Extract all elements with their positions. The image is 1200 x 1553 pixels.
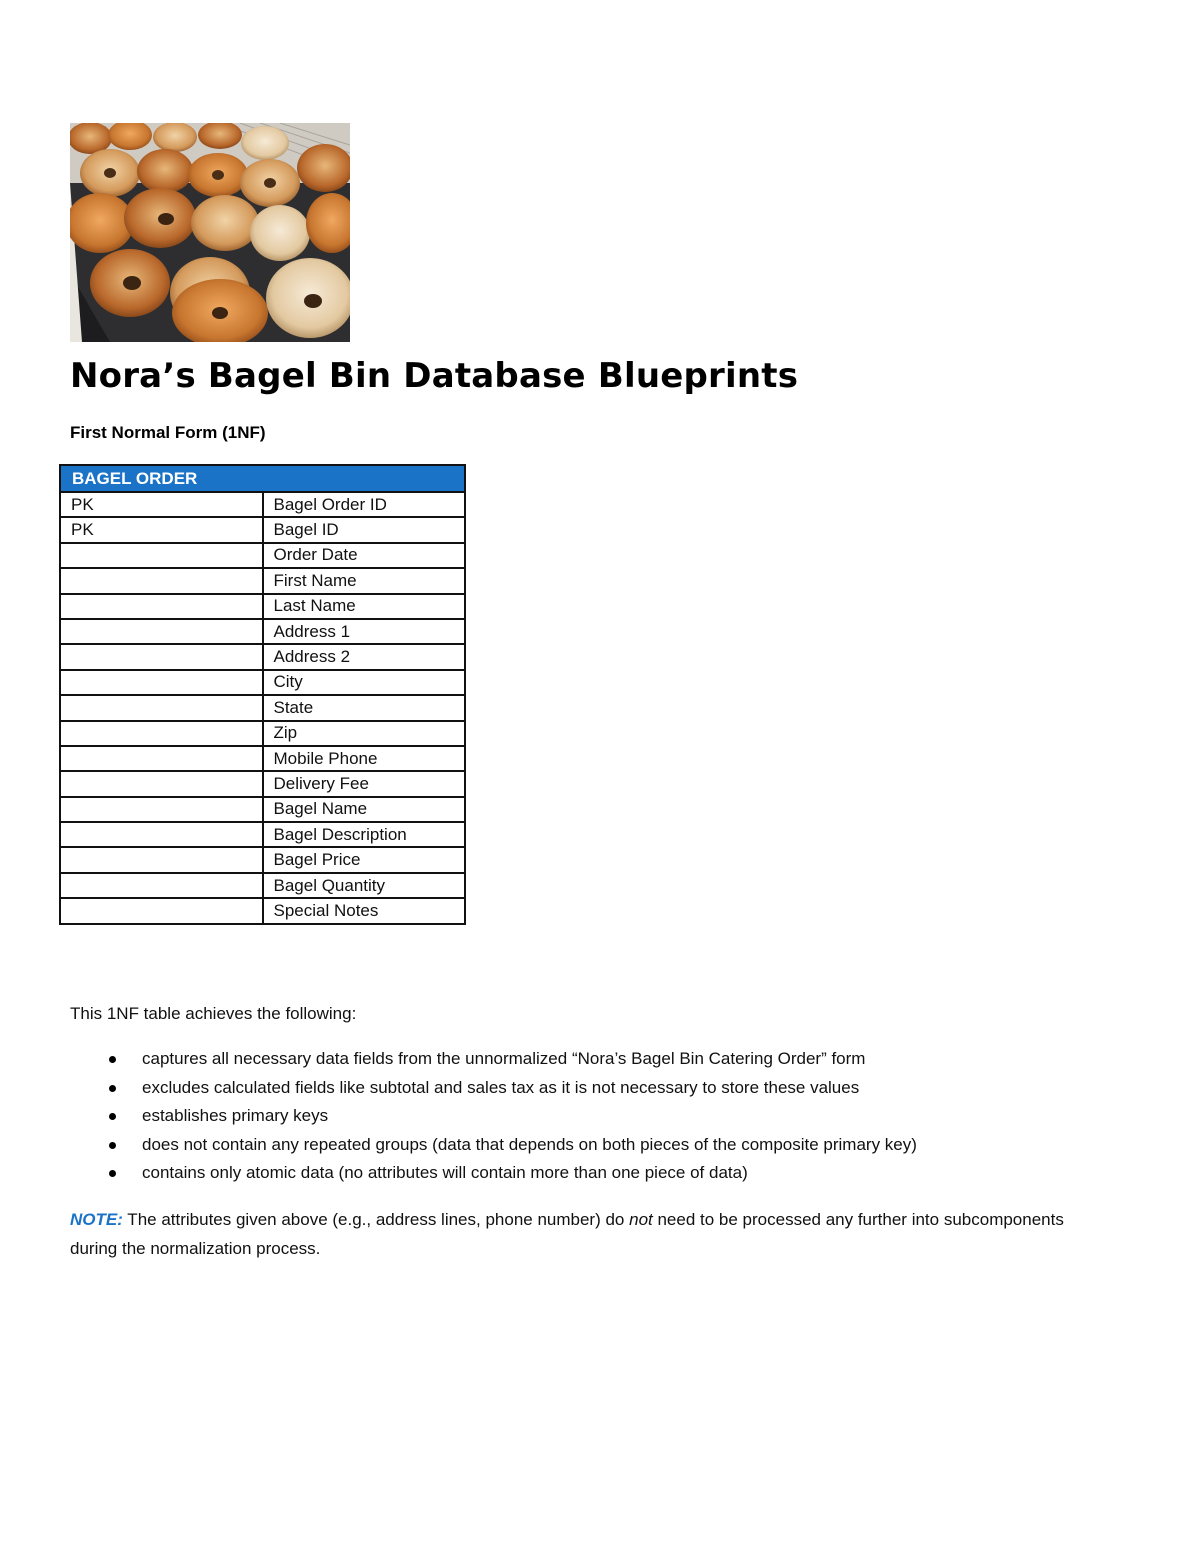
key-cell bbox=[60, 594, 263, 619]
note-label: NOTE: bbox=[70, 1210, 123, 1229]
table-row bbox=[60, 746, 465, 771]
note-text-after: need to be processed any further into subcomponents during the normalization process. bbox=[70, 1210, 1064, 1258]
attribute-cell: Zip bbox=[263, 721, 466, 746]
attribute-cell: State bbox=[263, 695, 466, 720]
achievements-list bbox=[70, 1046, 917, 1189]
table-row bbox=[60, 721, 465, 746]
key-cell bbox=[60, 746, 263, 771]
key-cell bbox=[60, 771, 263, 796]
key-cell bbox=[60, 695, 263, 720]
table-row bbox=[60, 492, 465, 517]
list-item bbox=[70, 1103, 917, 1132]
list-item-text: captures all necessary data fields from the unnormalized “Nora’s Bagel Bin Catering Order” form bbox=[142, 1049, 866, 1068]
bullet-icon bbox=[109, 1085, 116, 1092]
bullet-icon bbox=[109, 1142, 116, 1149]
attribute-cell: Address 1 bbox=[263, 619, 466, 644]
attribute-cell: Last Name bbox=[263, 594, 466, 619]
attribute-cell: Mobile Phone bbox=[263, 746, 466, 771]
list-item bbox=[70, 1075, 917, 1104]
key-cell bbox=[60, 543, 263, 568]
key-cell: PK bbox=[60, 492, 263, 517]
key-cell bbox=[60, 619, 263, 644]
key-cell bbox=[60, 721, 263, 746]
key-cell bbox=[60, 898, 263, 923]
table-row bbox=[60, 797, 465, 822]
table-row bbox=[60, 517, 465, 542]
attribute-cell: Delivery Fee bbox=[263, 771, 466, 796]
table-row bbox=[60, 873, 465, 898]
table-row bbox=[60, 670, 465, 695]
table-header: BAGEL ORDER bbox=[60, 465, 465, 492]
table-row bbox=[60, 568, 465, 593]
table-row bbox=[60, 695, 465, 720]
table-row bbox=[60, 847, 465, 872]
key-cell bbox=[60, 670, 263, 695]
list-item-text: contains only atomic data (no attributes will contain more than one piece of data) bbox=[142, 1163, 748, 1183]
table-row bbox=[60, 543, 465, 568]
key-cell bbox=[60, 822, 263, 847]
list-item-text: excludes calculated fields like subtotal and sales tax as it is not necessary to store these values bbox=[142, 1077, 860, 1097]
key-cell bbox=[60, 644, 263, 669]
key-cell bbox=[60, 797, 263, 822]
table-row bbox=[60, 771, 465, 796]
bagels-photo bbox=[70, 123, 350, 342]
key-cell: PK bbox=[60, 517, 263, 542]
list-item-text: does not contain any repeated groups (data that depends on both pieces of the composite primary key) bbox=[142, 1134, 917, 1154]
table-row bbox=[60, 898, 465, 923]
bagel-order-table bbox=[59, 464, 466, 925]
note-text-before: The attributes given above (e.g., address lines, phone number) do bbox=[122, 1210, 630, 1229]
attribute-cell: Special Notes bbox=[263, 898, 466, 923]
attribute-cell: Bagel Quantity bbox=[263, 873, 466, 898]
attribute-cell: Bagel Order ID bbox=[263, 492, 466, 517]
bullet-icon bbox=[109, 1056, 116, 1063]
intro-text: This 1NF table achieves the following: bbox=[70, 1004, 357, 1023]
attribute-cell: Bagel Price bbox=[263, 847, 466, 872]
list-item bbox=[70, 1132, 917, 1161]
attribute-cell: First Name bbox=[263, 568, 466, 593]
bullet-icon bbox=[109, 1170, 116, 1177]
bullet-icon bbox=[109, 1113, 116, 1120]
attribute-cell: City bbox=[263, 670, 466, 695]
key-cell bbox=[60, 568, 263, 593]
attribute-cell: Order Date bbox=[263, 543, 466, 568]
key-cell bbox=[60, 847, 263, 872]
attribute-cell: Address 2 bbox=[263, 644, 466, 669]
table-row bbox=[60, 644, 465, 669]
attribute-cell: Bagel Description bbox=[263, 822, 466, 847]
table-row bbox=[60, 822, 465, 847]
note-paragraph bbox=[70, 1205, 1110, 1263]
attribute-cell: Bagel ID bbox=[263, 517, 466, 542]
list-item bbox=[70, 1046, 917, 1075]
page-title: Nora’s Bagel Bin Database Blueprints bbox=[70, 356, 799, 396]
list-item bbox=[70, 1160, 917, 1189]
note-emphasis: not bbox=[629, 1210, 653, 1229]
key-cell bbox=[60, 873, 263, 898]
attribute-cell: Bagel Name bbox=[263, 797, 466, 822]
table-row bbox=[60, 594, 465, 619]
list-item-text: establishes primary keys bbox=[142, 1106, 329, 1126]
table-row bbox=[60, 619, 465, 644]
section-subtitle: First Normal Form (1NF) bbox=[70, 423, 266, 442]
